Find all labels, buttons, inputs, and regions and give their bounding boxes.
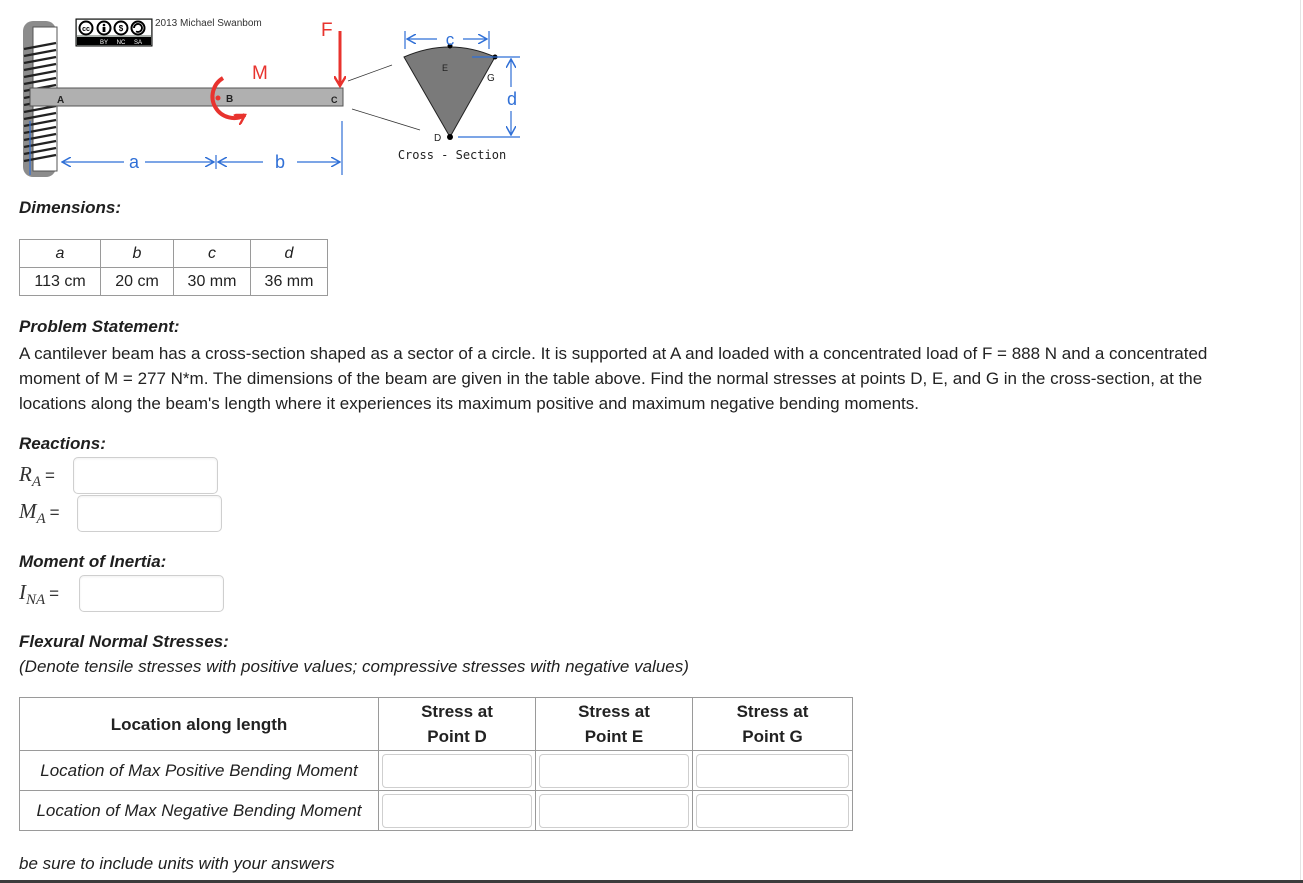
label-a: a [128, 152, 140, 172]
dim-value-b: 20 cm [101, 268, 174, 296]
ina-label: $I_{NA}$ = [19, 580, 60, 609]
header-stress-e: Stress at Point E [536, 698, 693, 751]
stresses-heading: Flexural Normal Stresses: [19, 632, 229, 651]
beam-diagram [20, 17, 520, 179]
label-F: F [321, 20, 333, 41]
stress-e-max-positive-input[interactable] [539, 754, 689, 788]
label-d: d [506, 89, 518, 109]
cross-section-sector [404, 47, 495, 137]
dim-value-d: 36 mm [251, 268, 328, 296]
problem-statement-text: A cantilever beam has a cross-section shaped as a sector of a circle. It is supported at A and loaded with a concentrated load of F = 888 N and a concentrated moment of M = 277 N*m. The dimensions of the beam are given in the table above. Find the normal stresses at points D, E, and G in the cross-section, at the locations along the beam's length where it experiences its maximum positive and maximum negative bending moments. [19, 344, 1208, 413]
stress-table [19, 697, 853, 831]
stress-g-max-negative-input[interactable] [696, 794, 849, 828]
leader-line-bottom [352, 109, 420, 130]
stresses-note: (Denote tensile stresses with positive values; compressive stresses with negative values) [19, 657, 689, 676]
svg-text:cc: cc [82, 26, 90, 33]
svg-text:NC: NC [116, 40, 126, 46]
dim-header-c: c [174, 240, 251, 268]
label-E: E [442, 63, 449, 73]
label-D: D [434, 133, 442, 144]
dim-value-a: 113 cm [20, 268, 101, 296]
ma-input[interactable] [77, 495, 222, 532]
stress-g-max-positive-input[interactable] [696, 754, 849, 788]
ma-label: $M_A$ = [19, 499, 60, 528]
row-label-max-positive: Location of Max Positive Bending Moment [20, 751, 379, 791]
beam-figure [20, 17, 520, 179]
row-label-max-negative: Location of Max Negative Bending Moment [20, 791, 379, 831]
problem-heading: Problem Statement: [19, 317, 180, 336]
dim-header-b: b [101, 240, 174, 268]
inertia-heading: Moment of Inertia: [19, 552, 167, 571]
stress-d-max-positive-input[interactable] [382, 754, 532, 788]
beam [30, 88, 343, 106]
label-M: M [252, 63, 268, 84]
label-G: G [487, 73, 495, 84]
stress-e-max-negative-input[interactable] [539, 794, 689, 828]
dim-value-c: 30 mm [174, 268, 251, 296]
point-B-marker [216, 96, 221, 101]
label-C: C [331, 95, 338, 105]
leader-line-top [348, 65, 392, 81]
header-stress-g: Stress at Point G [693, 698, 853, 751]
page-border [1300, 0, 1301, 883]
cross-section-caption: Cross - Section [397, 148, 507, 162]
reactions-heading: Reactions: [19, 434, 106, 453]
stress-row-max-positive [20, 751, 853, 791]
label-A: A [57, 95, 65, 106]
figure-credit: 2013 Michael Swanbom [155, 18, 262, 29]
svg-text:BY: BY [99, 40, 109, 46]
ra-label: $R_A$ = [19, 462, 55, 491]
dimensions-value-row [20, 268, 328, 296]
ina-input[interactable] [79, 575, 224, 612]
stress-row-max-negative [20, 791, 853, 831]
cc-license-badge [76, 19, 152, 46]
dim-header-d: d [251, 240, 328, 268]
label-c: c [445, 30, 455, 49]
point-D-marker [447, 134, 453, 140]
stress-header-row [20, 698, 853, 751]
label-B: B [226, 94, 234, 105]
dimensions-table [19, 239, 328, 296]
header-location: Location along length [20, 698, 379, 751]
ra-input[interactable] [73, 457, 218, 494]
header-stress-d: Stress at Point D [379, 698, 536, 751]
svg-text:SA: SA [133, 40, 143, 46]
dimensions-heading: Dimensions: [19, 198, 122, 217]
dimensions-header-row [20, 240, 328, 268]
units-reminder: be sure to include units with your answers [19, 854, 335, 873]
svg-text:$: $ [118, 24, 124, 33]
label-b: b [274, 152, 286, 172]
stress-d-max-negative-input[interactable] [382, 794, 532, 828]
dim-header-a: a [20, 240, 101, 268]
